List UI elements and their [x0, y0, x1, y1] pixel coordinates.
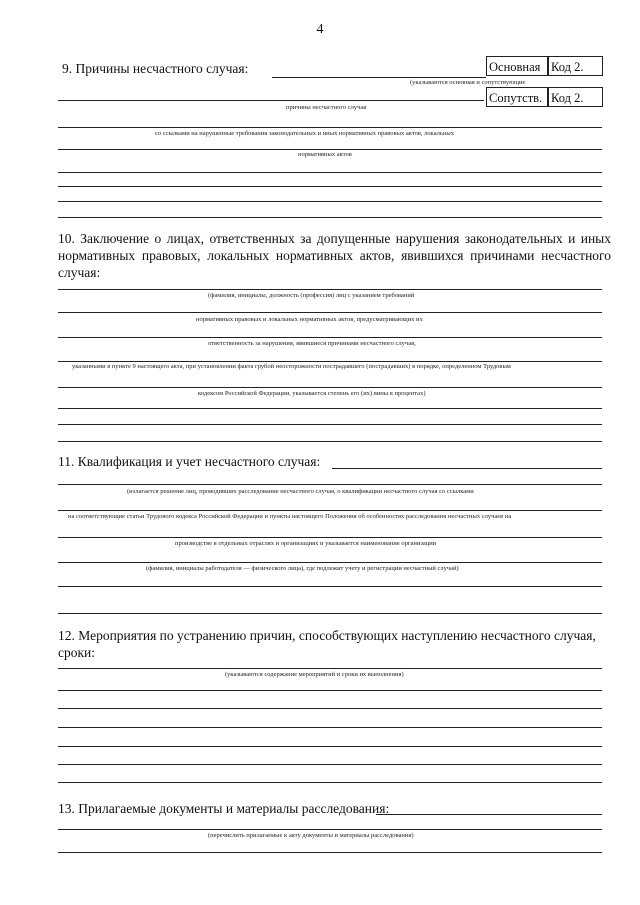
- fill-line[interactable]: [58, 829, 602, 830]
- fill-line[interactable]: [58, 387, 602, 388]
- fill-line[interactable]: [58, 782, 602, 783]
- fill-line[interactable]: [58, 100, 484, 101]
- fill-line[interactable]: [272, 77, 486, 78]
- caption: причины несчастного случая: [286, 104, 367, 111]
- fill-line[interactable]: [58, 764, 602, 765]
- fill-line[interactable]: [58, 361, 602, 362]
- caption: указанными в пункте 9 настоящего акта, при установлении факта грубой неосторожности пострадавшего (пострадавших) в порядке, определенном Трудовым: [72, 363, 511, 370]
- fill-line[interactable]: [58, 312, 602, 313]
- caption: нормативных правовых и локальных нормативных актов, предусматривающих их: [196, 316, 423, 323]
- fill-line[interactable]: [376, 814, 602, 815]
- concomitant-cause-code[interactable]: Код 2.: [548, 87, 603, 107]
- caption: ответственность за нарушения, явившиеся причинами несчастного случая,: [208, 340, 416, 347]
- caption: (указываются содержание мероприятий и сроки их выполнения): [225, 671, 404, 678]
- fill-line[interactable]: [58, 289, 602, 290]
- section-11-title: 11. Квалификация и учет несчастного случая:: [58, 454, 321, 469]
- section-12-title: 12. Мероприятия по устранению причин, способствующих наступлению несчастного случая, сроки:: [58, 628, 596, 660]
- main-cause-code[interactable]: Код 2.: [548, 56, 603, 76]
- fill-line[interactable]: [58, 562, 602, 563]
- fill-line[interactable]: [58, 172, 602, 173]
- fill-line[interactable]: [58, 217, 602, 218]
- fill-line[interactable]: [58, 149, 602, 150]
- fill-line[interactable]: [58, 613, 602, 614]
- caption: со ссылками на нарушенные требования законодательных и иных нормативных правовых актов, локальных: [155, 130, 454, 137]
- fill-line[interactable]: [58, 186, 602, 187]
- main-cause-label: Основная: [486, 56, 548, 76]
- caption: производстве в отдельных отраслях и организациях и указывается наименование организации: [175, 540, 437, 547]
- fill-line[interactable]: [332, 468, 602, 469]
- fill-line[interactable]: [58, 690, 602, 691]
- fill-line[interactable]: [58, 337, 602, 338]
- fill-line[interactable]: [58, 201, 602, 202]
- fill-line[interactable]: [58, 708, 602, 709]
- fill-line[interactable]: [58, 510, 602, 511]
- fill-line[interactable]: [58, 408, 602, 409]
- fill-line[interactable]: [58, 484, 602, 485]
- fill-line[interactable]: [58, 441, 602, 442]
- caption: (указываются основная и сопутствующие: [410, 79, 526, 86]
- fill-line[interactable]: [58, 852, 602, 853]
- section-9-title: 9. Причины несчастного случая:: [62, 61, 249, 76]
- caption: на соответствующие статьи Трудового кодекса Российской Федерации и пункты настоящего Положения об особенностях расследования несчастных случаев на: [68, 513, 512, 520]
- concomitant-cause-label: Сопутств.: [486, 87, 548, 107]
- caption: кодексом Российской Федерации, указывается степень его (их) вины в процентах): [198, 390, 426, 397]
- caption: (перечислить прилагаемые к акту документы и материалы расследования): [208, 832, 414, 839]
- fill-line[interactable]: [58, 746, 602, 747]
- caption: (фамилия, инициалы, должность (профессия) лиц с указанием требований: [208, 292, 415, 299]
- section-10-title: 10. Заключение о лицах, ответственных за допущенные нарушения законодательных и иных нормативных правовых, локальных нормативных актов, явившихся причинами несчастного случая:: [58, 231, 611, 280]
- fill-line[interactable]: [58, 537, 602, 538]
- fill-line[interactable]: [58, 727, 602, 728]
- caption: (фамилия, инициалы работодателя — физического лица), где подлежит учету и регистрации несчастный случай): [146, 565, 459, 572]
- section-13-title: 13. Прилагаемые документы и материалы расследования:: [58, 801, 390, 816]
- fill-line[interactable]: [58, 127, 602, 128]
- fill-line[interactable]: [58, 668, 602, 669]
- page-number: 4: [316, 22, 324, 37]
- fill-line[interactable]: [58, 424, 602, 425]
- caption: (излагается решение лиц, проводивших расследование несчастного случая, о квалификации несчастного случая со ссылками: [127, 488, 474, 495]
- fill-line[interactable]: [58, 586, 602, 587]
- caption: нормативных актов: [298, 151, 352, 158]
